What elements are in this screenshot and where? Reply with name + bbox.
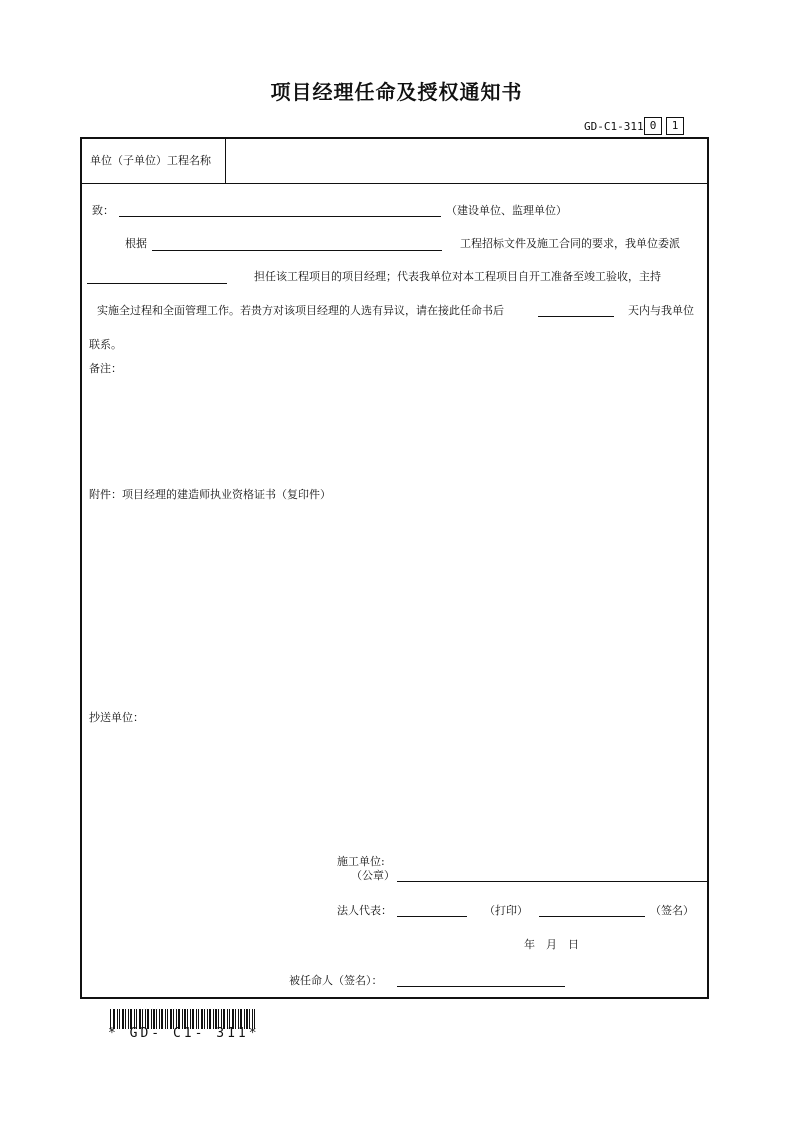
to-field[interactable] <box>119 216 441 217</box>
form-code: GD-C1-311 <box>584 120 644 133</box>
to-label: 致： <box>92 204 114 217</box>
line3-suffix: 天内与我单位 <box>628 304 694 317</box>
attachment-text: 附件：项目经理的建造师执业资格证书（复印件） <box>89 488 331 501</box>
legal-rep-print-field[interactable] <box>397 916 467 917</box>
seal-label: （公章） <box>351 869 395 882</box>
to-suffix: （建设单位、监理单位） <box>446 204 567 217</box>
sign-label: （签名） <box>650 904 694 917</box>
appointee-sign-field[interactable] <box>397 986 565 987</box>
legal-rep-label: 法人代表： <box>337 904 392 917</box>
form-code-box-2: 1 <box>666 117 684 135</box>
barcode-text: * GD- C1- 311* <box>108 1026 260 1041</box>
line2-text: 担任该工程项目的项目经理；代表我单位对本工程项目自开工准备至竣工验收，主持 <box>254 270 661 283</box>
remarks-label: 备注： <box>89 362 122 375</box>
construction-unit-field[interactable] <box>397 881 709 882</box>
legal-rep-sign-field[interactable] <box>539 916 645 917</box>
header-divider <box>80 183 709 184</box>
project-field[interactable] <box>152 250 442 251</box>
print-label: （打印） <box>484 904 528 917</box>
appointee-label: 被任命人（签名）： <box>289 974 383 987</box>
date-label: 年 月 日 <box>524 938 579 951</box>
line3-text: 实施全过程和全面管理工作。若贵方对该项目经理的人选有异议，请在接此任命书后 <box>97 304 504 317</box>
page-title: 项目经理任命及授权通知书 <box>270 80 523 104</box>
construction-unit-label: 施工单位: <box>337 855 385 868</box>
project-name-field[interactable] <box>236 154 696 172</box>
header-column-divider <box>225 137 226 183</box>
project-name-label: 单位（子单位）工程名称 <box>90 154 211 167</box>
cc-label: 抄送单位： <box>89 711 144 724</box>
line1-suffix: 工程招标文件及施工合同的要求，我单位委派 <box>460 237 680 250</box>
line4-text: 联系。 <box>89 338 122 351</box>
days-field[interactable] <box>538 316 614 317</box>
manager-name-field[interactable] <box>87 283 227 284</box>
line1-prefix: 根据 <box>125 237 147 250</box>
form-code-box-1: 0 <box>644 117 662 135</box>
